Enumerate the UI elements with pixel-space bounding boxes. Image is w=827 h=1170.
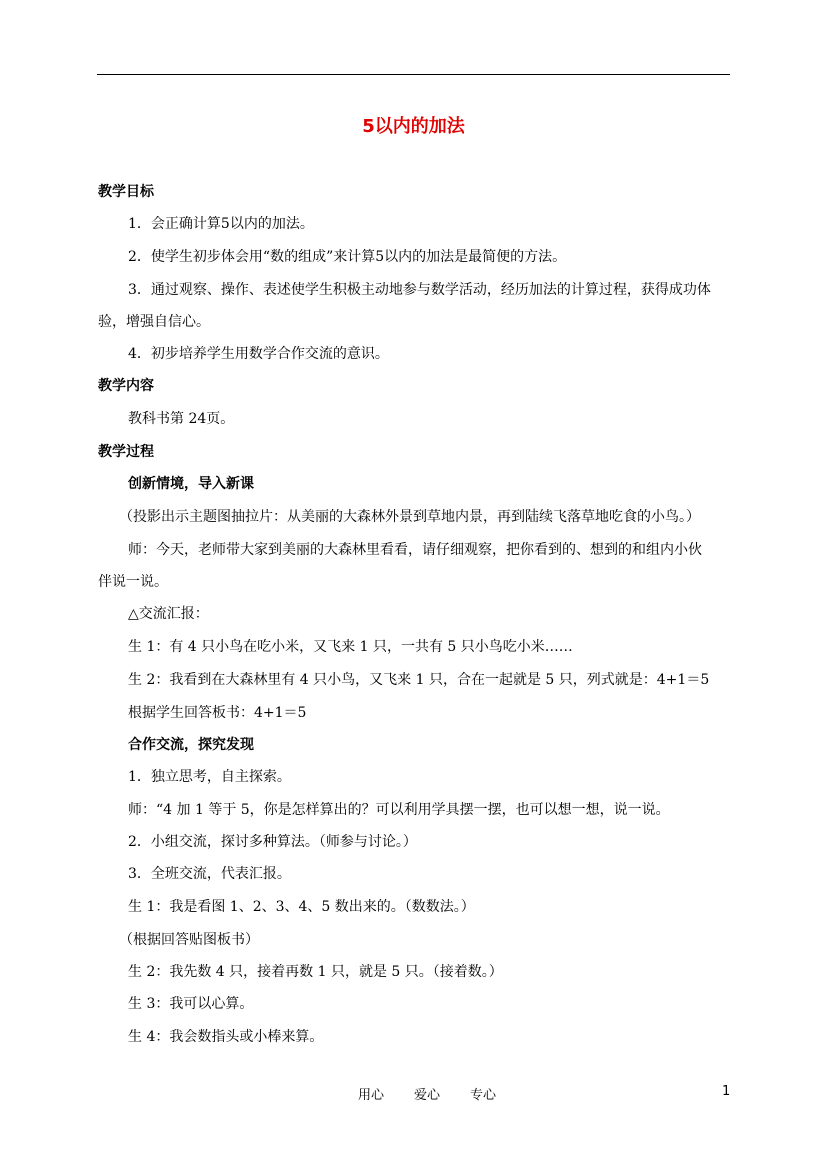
- footer-motto: 专心: [470, 1088, 497, 1103]
- page-number: 1: [722, 1084, 731, 1099]
- paragraph: （根据回答贴图板书）: [119, 932, 259, 948]
- footer-motto: 爱心: [414, 1088, 441, 1103]
- process-subheading: 创新情境，导入新课: [128, 476, 254, 492]
- goal-item: 3．通过观察、操作、表述使学生积极主动地参与数学活动，经历加法的计算过程，获得成功体: [128, 282, 711, 298]
- paragraph: （投影出示主题图抽拉片：从美丽的大森林外景到草地内景，再到陆续飞落草地吃食的小鸟。）: [119, 509, 700, 525]
- process-subheading: 合作交流，探究发现: [128, 737, 254, 753]
- paragraph: 生 2：我先数 4 只，接着再数 1 只，就是 5 只。（接着数。）: [128, 964, 503, 980]
- goal-item-continued: 验，增强自信心。: [98, 314, 210, 330]
- content-heading: 教学内容: [98, 378, 154, 394]
- goal-item: 2．使学生初步体会用“数的组成”来计算5以内的加法是最简便的方法。: [128, 249, 567, 265]
- header-rule: [97, 74, 730, 75]
- process-heading: 教学过程: [98, 444, 154, 460]
- goals-heading: 教学目标: [98, 184, 154, 200]
- paragraph: 2．小组交流，探讨多种算法。（师参与讨论。）: [128, 834, 417, 850]
- paragraph: 生 1：有 4 只小鸟在吃小米，又飞来 1 只，一共有 5 只小鸟吃小米……: [128, 639, 573, 655]
- paragraph: 生 3：我可以心算。: [128, 996, 254, 1012]
- page-title: 5以内的加法: [362, 116, 465, 137]
- paragraph: 3．全班交流，代表汇报。: [128, 866, 291, 882]
- footer-motto: 用心: [358, 1088, 385, 1103]
- paragraph: 1．独立思考，自主探索。: [128, 769, 291, 785]
- goal-item: 1．会正确计算5以内的加法。: [128, 216, 314, 232]
- paragraph: 师：“4 加 1 等于 5，你是怎样算出的？可以利用学具摆一摆，也可以想一想，说一说。: [128, 802, 670, 818]
- paragraph: 生 2：我看到在大森林里有 4 只小鸟，又飞来 1 只，合在一起就是 5 只，列式就是：4+1＝5: [128, 672, 710, 688]
- paragraph: 根据学生回答板书：4+1＝5: [128, 705, 307, 721]
- paragraph-continued: 伴说一说。: [98, 574, 168, 590]
- paragraph: 师：今天，老师带大家到美丽的大森林里看看，请仔细观察，把你看到的、想到的和组内小伙: [128, 542, 702, 558]
- goal-item: 4．初步培养学生用数学合作交流的意识。: [128, 346, 389, 362]
- paragraph: 生 1：我是看图 1、2、3、4、5 数出来的。（数数法。）: [128, 899, 475, 915]
- paragraph: 生 4：我会数指头或小棒来算。: [128, 1029, 324, 1045]
- paragraph: △交流汇报：: [128, 606, 209, 622]
- content-text: 教科书第 24页。: [128, 411, 235, 427]
